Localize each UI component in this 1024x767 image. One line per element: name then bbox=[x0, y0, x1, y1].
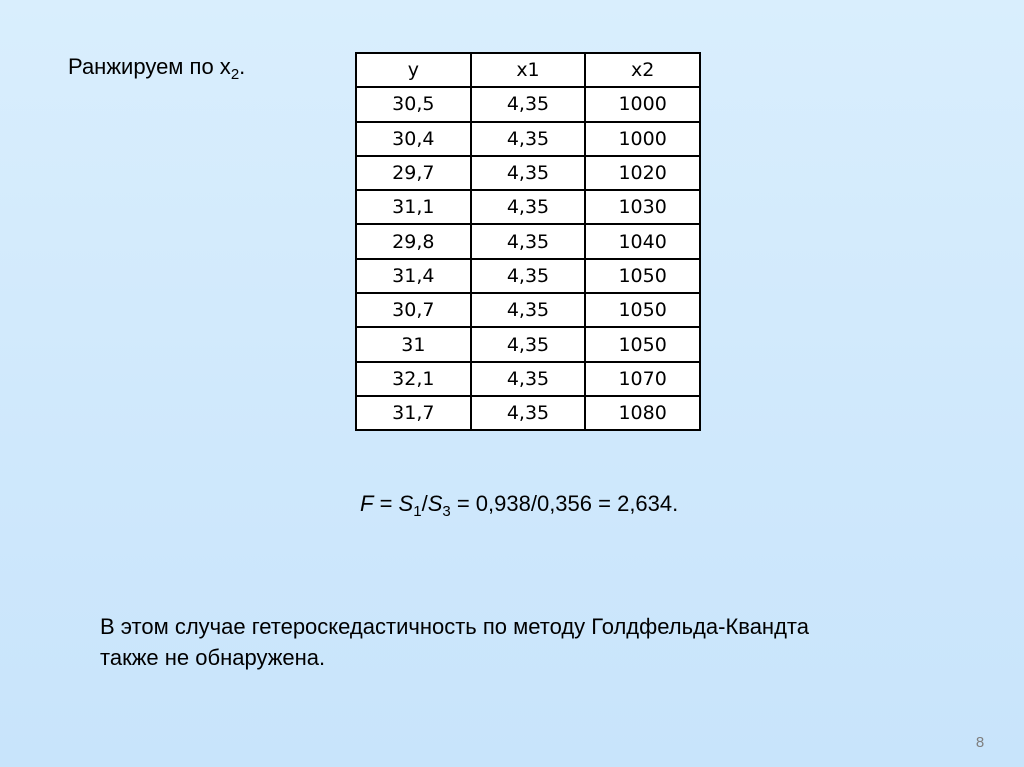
table-header-row bbox=[356, 53, 700, 87]
table-cell: 1050 bbox=[585, 293, 700, 327]
table-cell: 30,4 bbox=[356, 122, 471, 156]
table-cell: 1030 bbox=[585, 190, 700, 224]
heading-suffix: . bbox=[239, 54, 246, 79]
table-cell: 4,35 bbox=[471, 362, 586, 396]
table-row bbox=[356, 293, 700, 327]
heading-text: Ранжируем по x bbox=[68, 54, 231, 79]
conclusion-text bbox=[100, 611, 980, 673]
table-cell: 4,35 bbox=[471, 156, 586, 190]
table-cell: 1000 bbox=[585, 87, 700, 121]
page-number: 8 bbox=[975, 734, 985, 751]
table-cell: 1050 bbox=[585, 259, 700, 293]
table-cell: 31,7 bbox=[356, 396, 471, 430]
table-cell: 1020 bbox=[585, 156, 700, 190]
table-row bbox=[356, 259, 700, 293]
conclusion-line-2: также не обнаружена. bbox=[100, 645, 326, 670]
heading-subscript: 2 bbox=[230, 66, 240, 83]
table-cell: 4,35 bbox=[471, 190, 586, 224]
table-cell: 4,35 bbox=[471, 327, 586, 361]
formula-s1-symbol: S bbox=[398, 491, 414, 516]
column-header-x2: x2 bbox=[585, 53, 700, 87]
table-row bbox=[356, 87, 700, 121]
formula-equals: = bbox=[373, 491, 399, 516]
table-cell: 4,35 bbox=[471, 396, 586, 430]
table-cell: 4,35 bbox=[471, 122, 586, 156]
ranked-data-table bbox=[355, 52, 701, 431]
table-row bbox=[356, 396, 700, 430]
formula-s3-subscript: 3 bbox=[442, 503, 451, 520]
column-header-y: y bbox=[356, 53, 471, 87]
column-header-x1: x1 bbox=[471, 53, 586, 87]
table-cell: 4,35 bbox=[471, 293, 586, 327]
table-cell: 32,1 bbox=[356, 362, 471, 396]
table-cell: 1000 bbox=[585, 122, 700, 156]
table-row bbox=[356, 156, 700, 190]
table-cell: 1050 bbox=[585, 327, 700, 361]
conclusion-line-1: В этом случае гетероскедастичность по методу Голдфельда-Квандта bbox=[100, 614, 809, 639]
slide-heading bbox=[68, 52, 245, 82]
table-cell: 4,35 bbox=[471, 224, 586, 258]
formula-slash: / bbox=[421, 491, 428, 516]
table-cell: 31,4 bbox=[356, 259, 471, 293]
formula-f-symbol: F bbox=[360, 491, 374, 516]
table-cell: 29,7 bbox=[356, 156, 471, 190]
table-cell: 31,1 bbox=[356, 190, 471, 224]
formula-s1-subscript: 1 bbox=[413, 503, 422, 520]
table-cell: 30,7 bbox=[356, 293, 471, 327]
table-row bbox=[356, 362, 700, 396]
table-cell: 4,35 bbox=[471, 259, 586, 293]
table-cell: 31 bbox=[356, 327, 471, 361]
table-cell: 1080 bbox=[585, 396, 700, 430]
table-row bbox=[356, 190, 700, 224]
formula-result: = 0,938/0,356 = 2,634. bbox=[450, 491, 679, 516]
table-cell: 30,5 bbox=[356, 87, 471, 121]
table-cell: 1070 bbox=[585, 362, 700, 396]
table-row bbox=[356, 122, 700, 156]
table-cell: 29,8 bbox=[356, 224, 471, 258]
formula-s3-symbol: S bbox=[427, 491, 443, 516]
table-cell: 1040 bbox=[585, 224, 700, 258]
table-row bbox=[356, 224, 700, 258]
f-statistic-formula bbox=[360, 489, 678, 519]
table-cell: 4,35 bbox=[471, 87, 586, 121]
table-row bbox=[356, 327, 700, 361]
